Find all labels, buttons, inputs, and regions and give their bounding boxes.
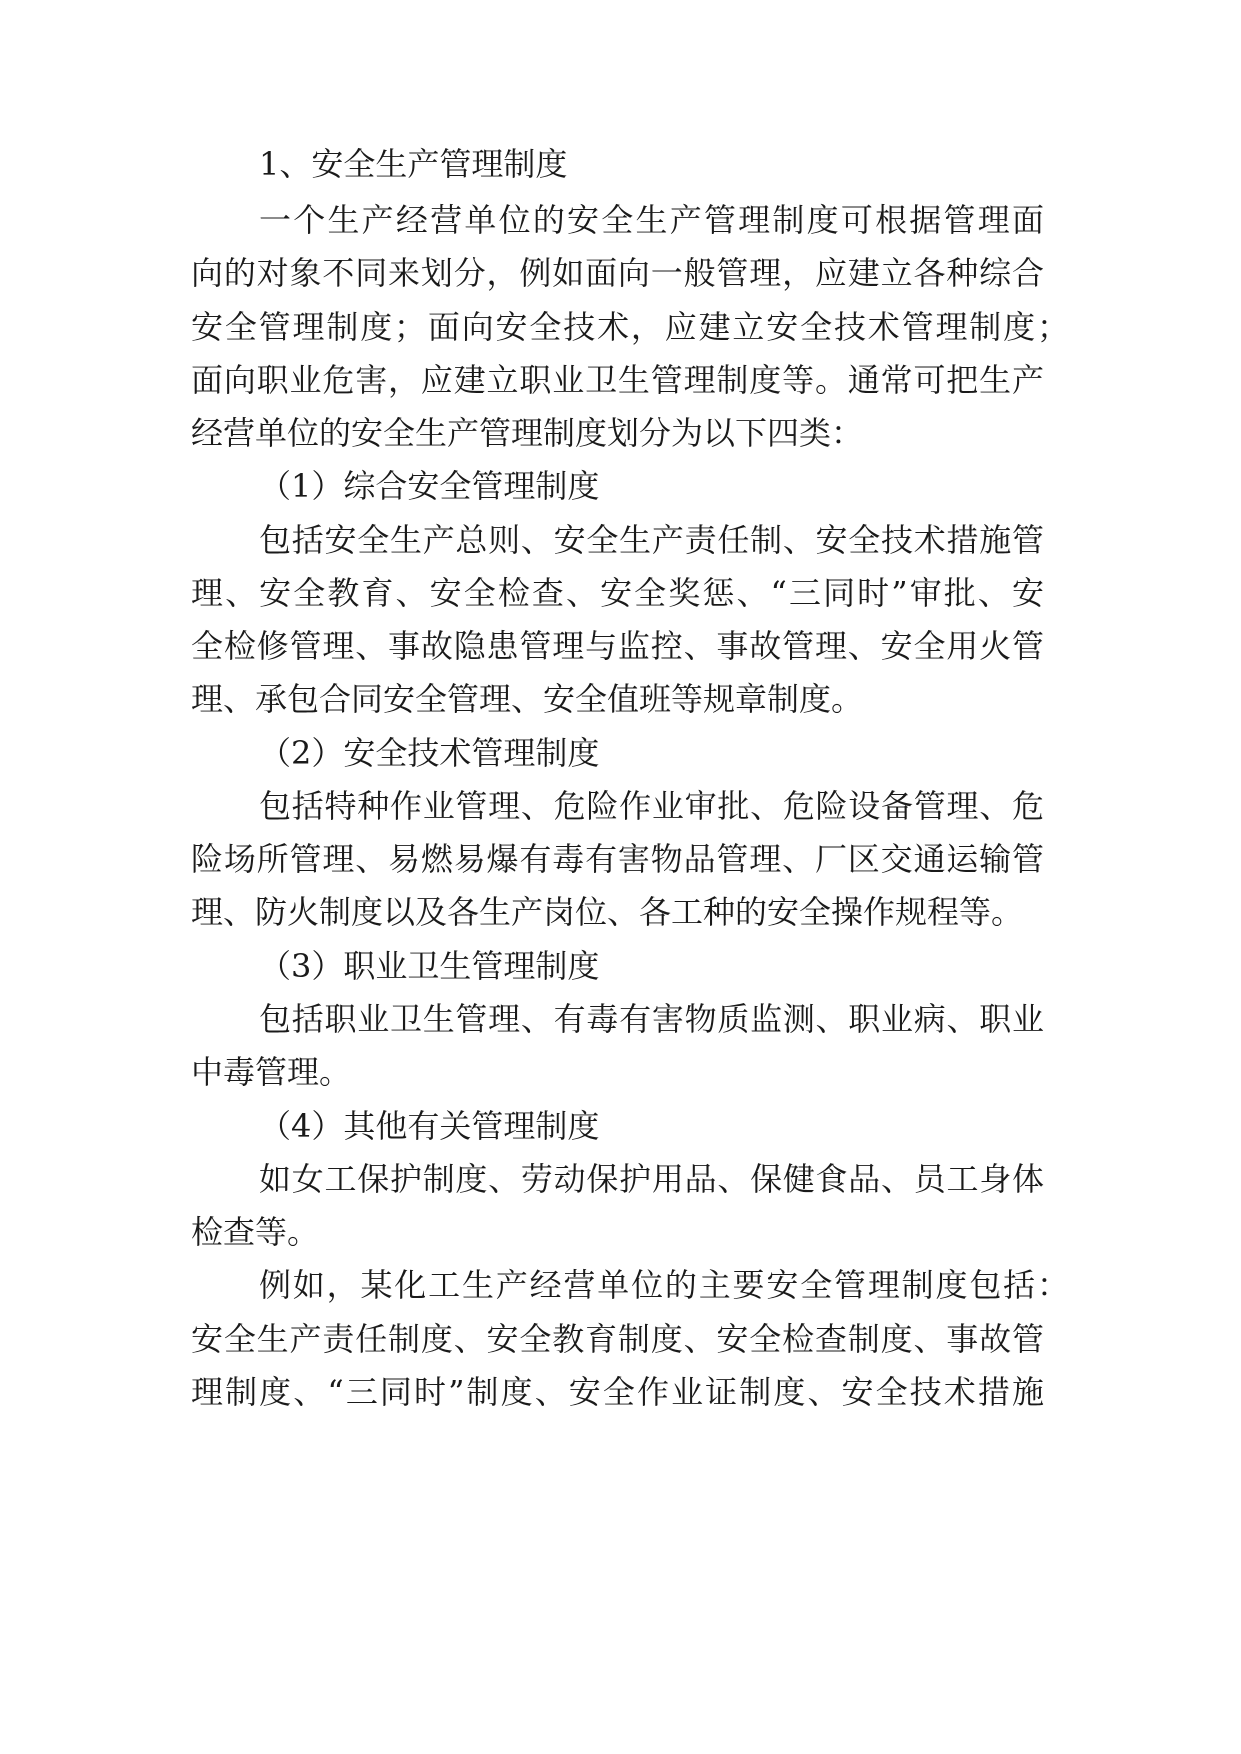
paragraph-line: 经营单位的安全生产管理制度划分为以下四类： bbox=[191, 414, 864, 452]
paragraph-line: 理、承包合同安全管理、安全值班等规章制度。 bbox=[191, 680, 864, 718]
subsection-heading: （1）综合安全管理制度 bbox=[259, 467, 600, 505]
paragraph-line: 如女工保护制度、劳动保护用品、保健食品、员工身体 bbox=[259, 1160, 1044, 1198]
paragraph-line: 全检修管理、事故隐患管理与监控、事故管理、安全用火管 bbox=[191, 627, 1044, 665]
section-heading: 1、安全生产管理制度 bbox=[259, 145, 568, 183]
paragraph-line: 险场所管理、易燃易爆有毒有害物品管理、厂区交通运输管 bbox=[191, 840, 1044, 878]
paragraph-line: 包括职业卫生管理、有毒有害物质监测、职业病、职业 bbox=[259, 1000, 1044, 1038]
subsection-heading: （4）其他有关管理制度 bbox=[259, 1107, 600, 1145]
paragraph-line: 包括安全生产总则、安全生产责任制、安全技术措施管 bbox=[259, 521, 1044, 559]
paragraph-line: 理制度、“三同时”制度、安全作业证制度、安全技术措施 bbox=[191, 1373, 1044, 1411]
paragraph-line: 理、安全教育、安全检查、安全奖惩、“三同时”审批、安 bbox=[191, 574, 1044, 612]
paragraph-line: 安全生产责任制度、安全教育制度、安全检查制度、事故管 bbox=[191, 1320, 1044, 1358]
subsection-heading: （3）职业卫生管理制度 bbox=[259, 947, 600, 985]
paragraph-line: 包括特种作业管理、危险作业审批、危险设备管理、危 bbox=[259, 787, 1044, 825]
paragraph-line: 检查等。 bbox=[191, 1213, 320, 1251]
paragraph-line: 中毒管理。 bbox=[191, 1053, 352, 1091]
subsection-heading: （2）安全技术管理制度 bbox=[259, 734, 600, 772]
paragraph-line: 安全管理制度；面向安全技术，应建立安全技术管理制度； bbox=[191, 308, 1069, 346]
paragraph-line: 一个生产经营单位的安全生产管理制度可根据管理面 bbox=[259, 201, 1044, 239]
paragraph-line: 向的对象不同来划分，例如面向一般管理，应建立各种综合 bbox=[191, 254, 1044, 292]
paragraph-line: 理、防火制度以及各生产岗位、各工种的安全操作规程等。 bbox=[191, 893, 1024, 931]
paragraph-line: 例如，某化工生产经营单位的主要安全管理制度包括： bbox=[259, 1266, 1069, 1304]
paragraph-line: 面向职业危害，应建立职业卫生管理制度等。通常可把生产 bbox=[191, 361, 1044, 399]
